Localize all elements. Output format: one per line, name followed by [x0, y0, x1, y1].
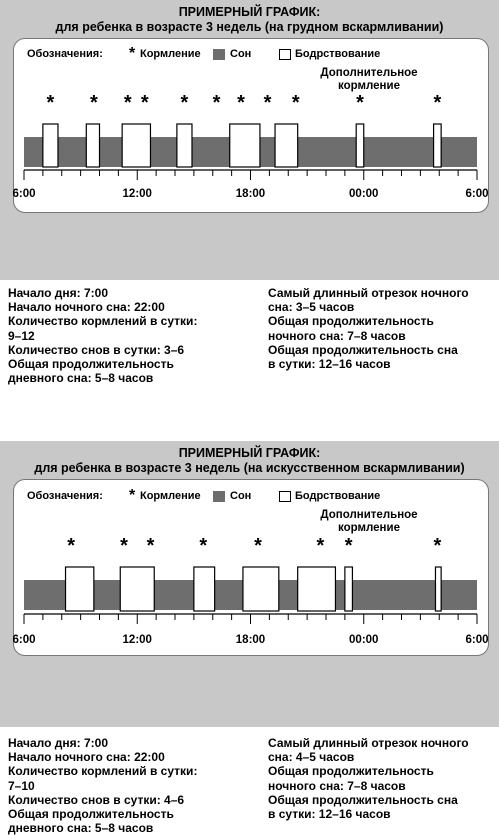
awake-period — [122, 124, 150, 167]
info-line: ночного сна: 7–8 часов — [268, 328, 406, 343]
feeding-asterisk-icon: * — [180, 92, 189, 114]
info-line: в сутки: 12–16 часов — [268, 807, 391, 822]
info-line: сна: 4–5 часов — [268, 750, 355, 765]
feeding-asterisk-icon: * — [120, 535, 128, 557]
feeding-asterisk-icon: * — [140, 92, 149, 114]
schedule-panel-breastfeeding — [0, 0, 499, 280]
tick-label: 00:00 — [349, 634, 379, 646]
panel-title-line1: ПРИМЕРНЫЙ ГРАФИК: — [178, 446, 321, 460]
info-line: дневного сна: 5–8 часов — [8, 371, 154, 386]
extra-feeding-line1: Дополнительное — [320, 509, 418, 521]
feeding-asterisk-icon: * — [291, 92, 300, 114]
info-line: Начало ночного сна: 22:00 — [8, 750, 165, 765]
legend-feeding: Кормление — [140, 490, 201, 502]
tick-label: 6:00 — [465, 634, 489, 646]
awake-period — [43, 124, 58, 167]
info-line: Количество кормлений в сутки: — [8, 314, 198, 329]
awake-period — [66, 567, 94, 611]
legend-sleep: Сон — [230, 490, 252, 502]
info-line: Количество кормлений в сутки: — [8, 764, 198, 779]
info-line: сна: 3–5 часов — [268, 300, 355, 315]
legend-sleep: Сон — [230, 48, 252, 60]
info-line: Общая продолжительность сна — [268, 792, 458, 807]
info-right-column — [268, 286, 469, 371]
tick-label: 6:00 — [12, 634, 36, 646]
feeding-asterisk-icon: * — [146, 535, 155, 557]
panel-title — [0, 5, 499, 35]
awake-period — [345, 567, 353, 611]
info-line: ночного сна: 7–8 часов — [268, 778, 406, 793]
awake-period — [275, 124, 298, 167]
extra-feeding-line2: кормление — [338, 80, 400, 92]
info-right-column — [268, 736, 469, 821]
legend-label: Обозначения: — [27, 48, 103, 60]
awake-period — [177, 124, 192, 167]
awake-period — [86, 124, 99, 167]
legend-label: Обозначения: — [27, 490, 103, 502]
tick-label: 00:00 — [349, 188, 379, 200]
extra-feeding-line2: кормление — [338, 522, 400, 534]
info-left-column — [8, 286, 197, 385]
feeding-asterisk-icon: * — [46, 92, 55, 114]
extra-feeding-line1: Дополнительное — [320, 67, 418, 79]
feeding-asterisk-icon: * — [254, 535, 262, 557]
chart-box — [13, 479, 489, 656]
awake-period — [434, 124, 442, 167]
legend-feeding: Кормление — [140, 48, 201, 60]
info-line: в сутки: 12–16 часов — [268, 357, 391, 372]
info-line: Самый длинный отрезок ночного — [268, 286, 469, 300]
info-line: 7–10 — [8, 778, 35, 793]
awake-period — [356, 124, 364, 167]
info-line: Общая продолжительность — [268, 314, 434, 329]
legend-awake: Бодрствование — [295, 490, 381, 502]
asterisk-icon: * — [129, 487, 136, 504]
asterisk-icon: * — [129, 45, 136, 62]
info-line: Самый длинный отрезок ночного — [268, 736, 469, 750]
feeding-asterisk-icon: * — [433, 92, 442, 114]
legend-awake: Бодрствование — [295, 48, 381, 60]
awake-period — [243, 567, 279, 611]
feeding-asterisk-icon: * — [316, 535, 325, 557]
feeding-asterisk-icon: * — [237, 92, 245, 114]
info-line: Количество снов в сутки: 3–6 — [8, 342, 185, 357]
info-line: Количество снов в сутки: 4–6 — [8, 792, 185, 807]
info-line: Общая продолжительность — [8, 357, 174, 372]
info-line: Общая продолжительность — [268, 764, 434, 779]
panel-title-line2: для ребенка в возрасте 3 недель (на искусственном вскармливании) — [34, 461, 465, 475]
info-line: дневного сна: 5–8 часов — [8, 821, 154, 835]
schedule-panel-formula — [0, 441, 499, 727]
feeding-asterisk-icon: * — [212, 92, 221, 114]
tick-label: 12:00 — [122, 188, 152, 200]
info-line: Общая продолжительность сна — [268, 342, 458, 357]
info-line: 9–12 — [8, 328, 35, 343]
info-line: Начало дня: 7:00 — [8, 286, 109, 300]
panel-title-line1: ПРИМЕРНЫЙ ГРАФИК: — [178, 5, 321, 19]
panel-title — [0, 446, 499, 476]
awake-period — [120, 567, 154, 611]
feeding-asterisk-icon: * — [89, 92, 98, 114]
awake-period — [435, 567, 441, 611]
info-left-column — [8, 736, 197, 835]
feeding-asterisk-icon: * — [433, 535, 442, 557]
info-line: Общая продолжительность — [8, 807, 174, 822]
tick-label: 18:00 — [235, 634, 266, 646]
tick-label: 12:00 — [122, 634, 152, 646]
feeding-asterisk-icon: * — [356, 92, 364, 114]
tick-label: 6:00 — [465, 188, 489, 200]
awake-period — [194, 567, 215, 611]
feeding-asterisk-icon: * — [344, 535, 353, 557]
feeding-asterisk-icon: * — [199, 535, 208, 557]
info-line: Начало дня: 7:00 — [8, 736, 109, 750]
feeding-asterisk-icon: * — [263, 92, 272, 114]
info-line: Начало ночного сна: 22:00 — [8, 300, 165, 315]
feeding-asterisk-icon: * — [123, 92, 132, 114]
chart-box — [13, 38, 489, 213]
timeline-chart — [14, 480, 488, 655]
awake-period — [230, 124, 260, 167]
timeline-chart — [14, 39, 488, 212]
awake-period — [298, 567, 336, 611]
panel-title-line2: для ребенка в возрасте 3 недель (на грудном вскармливании) — [55, 20, 444, 34]
tick-label: 18:00 — [235, 188, 266, 200]
feeding-asterisk-icon: * — [67, 535, 76, 557]
tick-label: 6:00 — [12, 188, 36, 200]
